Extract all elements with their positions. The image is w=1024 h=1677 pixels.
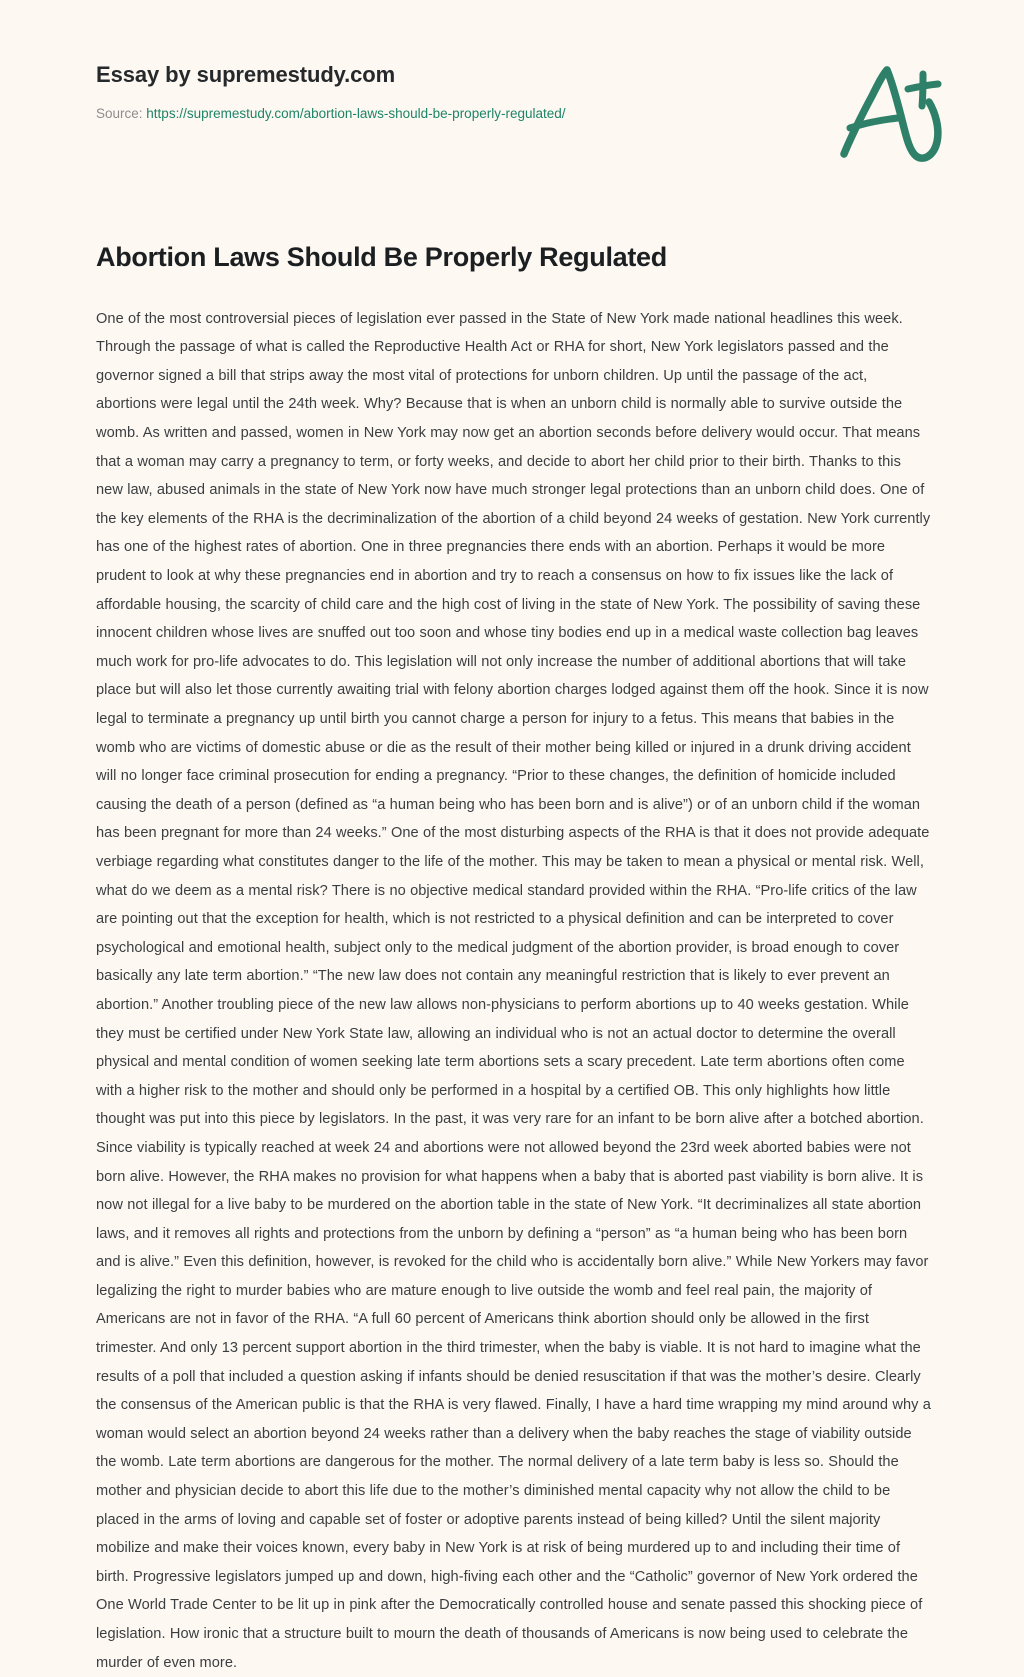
source-label: Source: bbox=[96, 106, 143, 122]
article-container bbox=[0, 241, 1024, 1677]
article-body-text: One of the most controversial pieces of legislation ever passed in the State of New York made national headlines this week. Through the passage of what is called the Reproductive Health Act or RHA for short, New York legislators passed and the governor signed a bill that strips away the most vital of protections for unborn children. Up until the passage of the act, abortions were legal until the 24th week. Why? Because that is when an unborn child is normally able to survive outside the womb. As written and passed, women in New York may now get an abortion seconds before delivery would occur. That means that a woman may carry a pregnancy to term, or forty weeks, and decide to abort her child prior to their birth. Thanks to this new law, abused animals in the state of New York now have much stronger legal protections than an unborn child does. One of the key elements of the RHA is the decriminalization of the abortion of a child beyond 24 weeks of gestation. New York currently has one of the highest rates of abortion. One in three pregnancies there ends with an abortion. Perhaps it would be more prudent to look at why these pregnancies end in abortion and try to reach a consensus on how to fix issues like the lack of affordable housing, the scarcity of child care and the high cost of living in the state of New York. The possibility of saving these innocent children whose lives are snuffed out too soon and whose tiny bodies end up in a medical waste collection bag leaves much work for pro-life advocates to do. This legislation will not only increase the number of additional abortions that will take place but will also let those currently awaiting trial with felony abortion charges lodged against them off the hook. Since it is now legal to terminate a pregnancy up until birth you cannot charge a person for injury to a fetus. This means that babies in the womb who are victims of domestic abuse or die as the result of their mother being killed or injured in a drunk driving accident will no longer face criminal prosecution for ending a pregnancy. “Prior to these changes, the definition of homicide included causing the death of a person (defined as “a human being who has been born and is alive”) or of an unborn child if the woman has been pregnant for more than 24 weeks.” One of the most disturbing aspects of the RHA is that it does not provide adequate verbiage regarding what constitutes danger to the life of the mother. This may be taken to mean a physical or mental risk. Well, what do we deem as a mental risk? There is no objective medical standard provided within the RHA. “Pro-life critics of the law are pointing out that the exception for health, which is not restricted to a physical definition and can be interpreted to cover psychological and emotional health, subject only to the medical judgment of the abortion provider, is broad enough to cover basically any late term abortion.” “The new law does not contain any meaningful restriction that is likely to ever prevent an abortion.” Another troubling piece of the new law allows non-physicians to perform abortions up to 40 weeks gestation. While they must be certified under New York State law, allowing an individual who is not an actual doctor to determine the overall physical and mental condition of women seeking late term abortions sets a scary precedent. Late term abortions often come with a higher risk to the mother and should only be performed in a hospital by a certified OB. This only highlights how little thought was put into this piece by legislators. In the past, it was very rare for an infant to be born alive after a botched abortion. Since viability is typically reached at week 24 and abortions were not allowed beyond the 23rd week aborted babies were not born alive. However, the RHA makes no provision for what happens when a baby that is aborted past viability is born alive. It is now not illegal for a live baby to be murdered on the abortion table in the state of New York. “It decriminalizes all state abortion laws, and it removes all rights and protections from the unborn by defining a “person” as “a human being who has been born and is alive.” Even this definition, however, is revoked for the child who is accidentally born alive.” While New Yorkers may favor legalizing the right to murder babies who are mature enough to live outside the womb and feel real pain, the majority of Americans are not in favor of the RHA. “A full 60 percent of Americans think abortion should only be allowed in the first trimester. And only 13 percent support abortion in the third trimester, when the baby is viable. It is not hard to imagine what the results of a poll that included a question asking if infants should be denied resuscitation if that was the mother’s desire. Clearly the consensus of the American public is that the RHA is very flawed. Finally, I have a hard time wrapping my mind around why a woman would select an abortion beyond 24 weeks rather than a delivery when the baby reaches the stage of viability outside the womb. Late term abortions are dangerous for the mother. The normal delivery of a late term baby is less so. Should the mother and physician decide to abort this life due to the mother’s diminished mental capacity why not allow the child to be placed in the arms of loving and capable set of foster or adoptive parents instead of being killed? Until the silent majority mobilize and make their voices known, every baby in New York is at risk of being murdered up to and including their time of birth. Progressive legislators jumped up and down, high-fiving each other and the “Catholic” governor of New York ordered the One World Trade Center to be lit up in pink after the Democratically controlled house and senate passed this shocking piece of legislation. How ironic that a structure built to mourn the death of thousands of Americans is now being used to celebrate the murder of even more. bbox=[96, 310, 931, 1671]
source-line bbox=[96, 105, 928, 123]
page-header bbox=[0, 0, 1024, 123]
brand-title: Essay by supremestudy.com bbox=[96, 62, 396, 87]
source-url-link[interactable]: https://supremestudy.com/abortion-laws-should-be-properly-regulated/ bbox=[146, 106, 566, 122]
page-title: Abortion Laws Should Be Properly Regulated bbox=[96, 241, 667, 272]
